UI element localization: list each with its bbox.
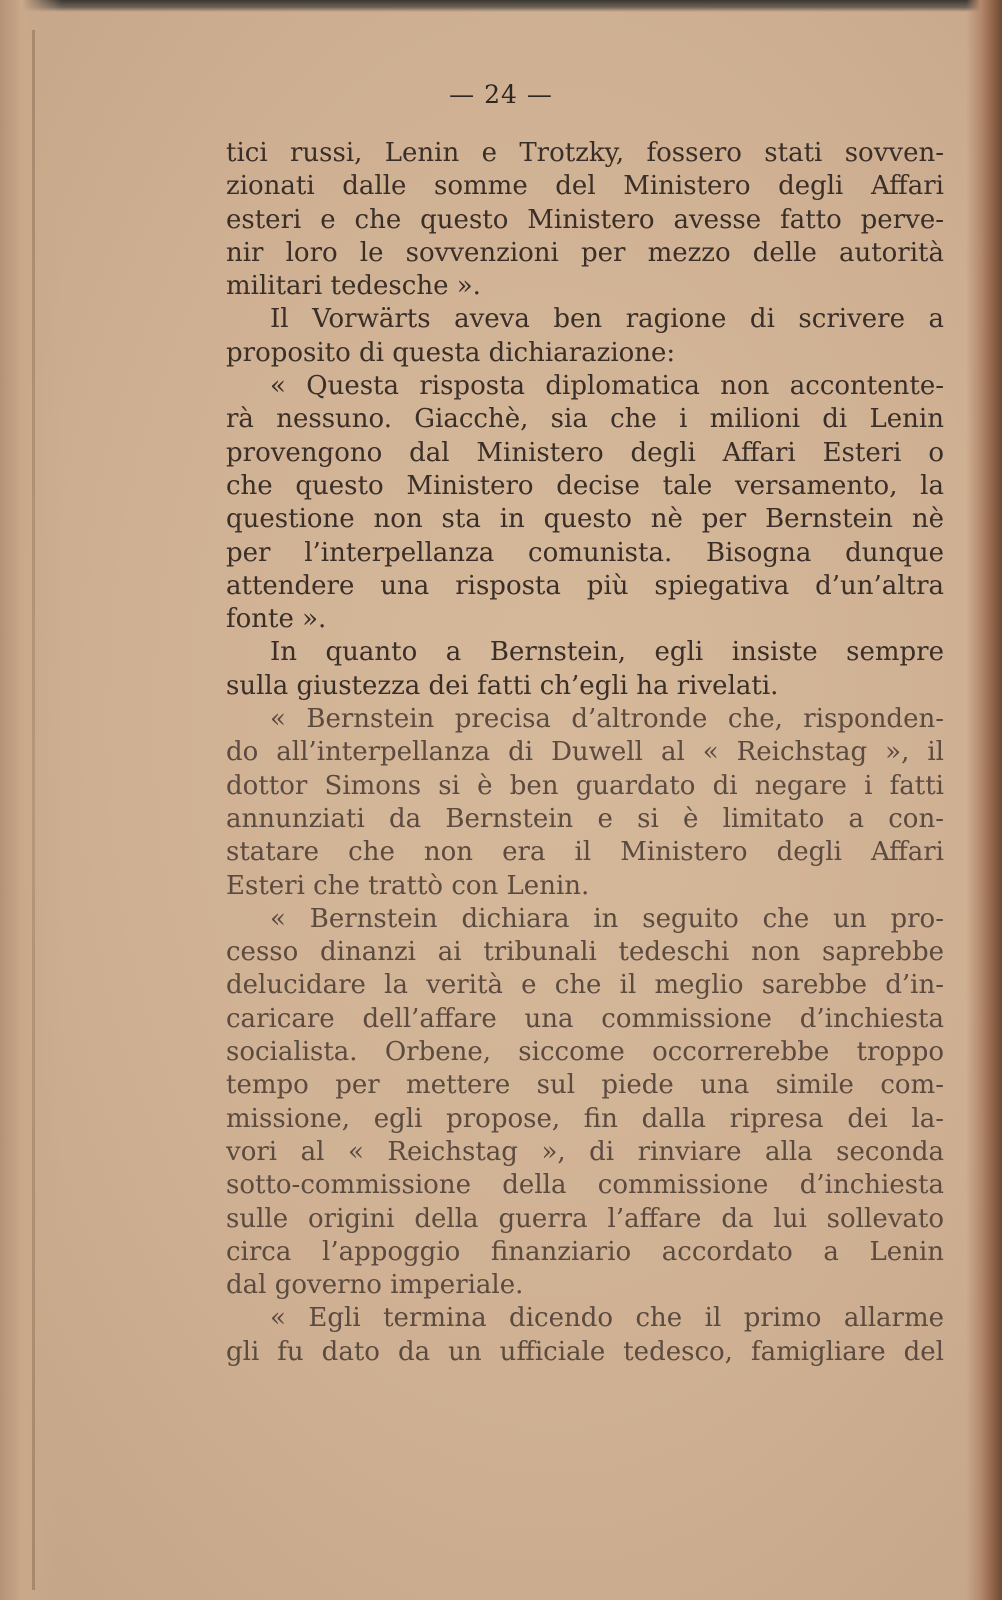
text-line: cesso dinanzi ai tribunali tedeschi non saprebbe (226, 937, 944, 968)
text-line: militari tedesche ». (226, 271, 481, 302)
text-line: missione, egli propose, fin dalla ripresa dei la- (226, 1103, 944, 1134)
text-line: statare che non era il Ministero degli Affari (226, 837, 944, 868)
text-line: nir loro le sovvenzioni per mezzo delle autorità (226, 237, 944, 268)
text-line: In quanto a Bernstein, egli insiste sempre (270, 637, 944, 668)
text-line: Il Vorwärts aveva ben ragione di scrivere a (270, 304, 944, 335)
text-line: che questo Ministero decise tale versamento, la (226, 470, 944, 501)
text-line: gli fu dato da un ufficiale tedesco, famigliare del (226, 1336, 944, 1367)
page-number: — 24 — (449, 80, 553, 109)
text-line: sulle origini della guerra l’affare da lui sollevato (226, 1203, 944, 1234)
text-line: vori al « Reichstag », di rinviare alla seconda (226, 1136, 944, 1167)
text-line: « Egli termina dicendo che il primo allarme (270, 1303, 944, 1334)
text-line: caricare dell’affare una commissione d’inchiesta (226, 1003, 944, 1034)
text-line: « Bernstein precisa d’altronde che, risponden- (270, 704, 944, 735)
text-line: dal governo imperiale. (226, 1270, 524, 1301)
text-line: zionati dalle somme del Ministero degli Affari (226, 171, 944, 202)
text-line: esteri e che questo Ministero avesse fatto perve- (226, 204, 944, 235)
body-text (226, 137, 944, 1369)
text-line: circa l’appoggio finanziario accordato a Lenin (226, 1236, 944, 1267)
text-line: « Bernstein dichiara in seguito che un pro- (270, 903, 944, 934)
text-line: per l’interpellanza comunista. Bisogna dunque (226, 537, 944, 568)
text-line: sulla giustezza dei fatti ch’egli ha rivelati. (226, 670, 779, 701)
text-line: rà nessuno. Giacchè, sia che i milioni di Lenin (226, 404, 944, 435)
text-line: attendere una risposta più spiegativa d’un’altra (226, 570, 944, 601)
text-line: delucidare la verità e che il meglio sarebbe d’in- (226, 970, 944, 1001)
text-line: « Questa risposta diplomatica non accontente- (270, 371, 944, 402)
page-gutter (0, 0, 62, 1600)
text-line: provengono dal Ministero degli Affari Esteri o (226, 437, 944, 468)
text-line: do all’interpellanza di Duwell al « Reichstag », il (226, 737, 944, 768)
text-line: questione non sta in questo nè per Bernstein nè (226, 504, 944, 535)
page-top-edge (0, 0, 1002, 12)
text-line: socialista. Orbene, siccome occorrerebbe troppo (226, 1037, 944, 1068)
text-line: annunziati da Bernstein e si è limitato a con- (226, 803, 944, 834)
text-line: sotto-commissione della commissione d’inchiesta (226, 1170, 944, 1201)
text-line: fonte ». (226, 604, 327, 635)
binding-shadow (32, 30, 35, 1590)
text-line: tempo per mettere sul piede una simile com- (226, 1070, 944, 1101)
text-line: tici russi, Lenin e Trotzky, fossero stati sovven- (226, 138, 944, 168)
text-line: dottor Simons si è ben guardato di negare i fatti (226, 770, 944, 801)
text-line: proposito di questa dichiarazione: (226, 337, 676, 368)
page-right-edge (966, 0, 1002, 1600)
text-line: Esteri che trattò con Lenin. (226, 870, 590, 901)
